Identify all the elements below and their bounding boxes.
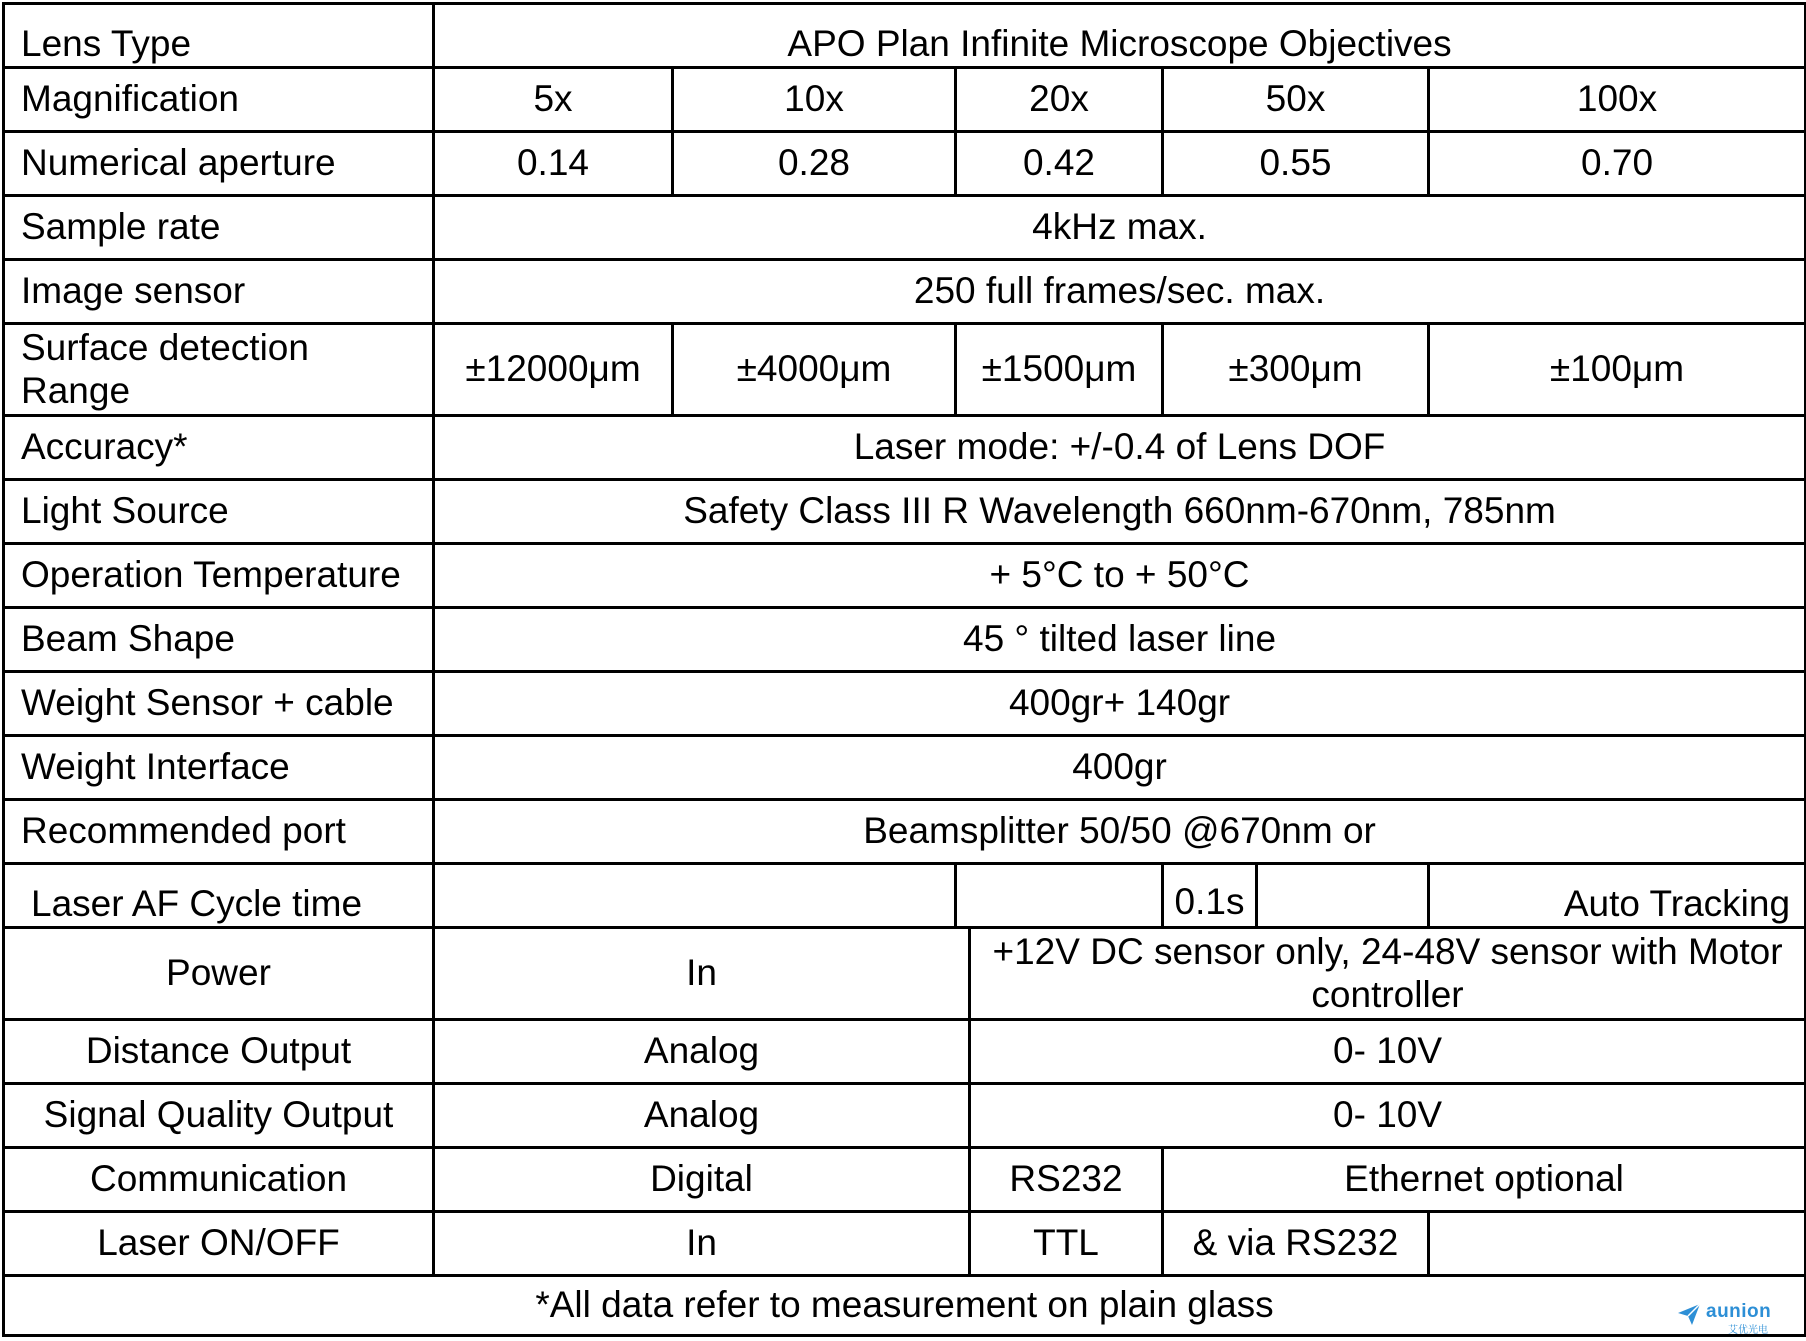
power-label: Power	[4, 928, 434, 1020]
laser-on-off-interface: TTL	[970, 1212, 1163, 1276]
beam-shape-value: 45 ° tilted laser line	[434, 608, 1806, 672]
row-distance-output	[4, 1020, 1806, 1084]
laser-on-off-empty	[1429, 1212, 1806, 1276]
spec-table	[2, 2, 1806, 1337]
laser-on-off-option: & via RS232	[1163, 1212, 1429, 1276]
operation-temperature-value: + 5°C to + 50°C	[434, 544, 1806, 608]
laser-af-mode: Auto Tracking	[1429, 864, 1806, 928]
row-numerical-aperture	[4, 132, 1806, 196]
na-50x: 0.55	[1163, 132, 1429, 196]
weight-interface-value: 400gr	[434, 736, 1806, 800]
light-source-value: Safety Class III R Wavelength 660nm-670nm, 785nm	[434, 480, 1806, 544]
sample-rate-label: Sample rate	[4, 196, 434, 260]
footnote: *All data refer to measurement on plain glass	[4, 1276, 1806, 1336]
surface-detection-label: Surface detection Range	[4, 324, 434, 416]
row-communication	[4, 1148, 1806, 1212]
communication-type: Digital	[434, 1148, 970, 1212]
row-weight-sensor	[4, 672, 1806, 736]
row-signal-quality-output	[4, 1084, 1806, 1148]
row-surface-detection	[4, 324, 1806, 416]
distance-output-value: 0- 10V	[970, 1020, 1806, 1084]
beam-shape-label: Beam Shape	[4, 608, 434, 672]
weight-sensor-label: Weight Sensor + cable	[4, 672, 434, 736]
logo-brand-text: aunion	[1706, 1301, 1772, 1322]
communication-option: Ethernet optional	[1163, 1148, 1806, 1212]
magnification-20x: 20x	[956, 68, 1163, 132]
signal-quality-output-label: Signal Quality Output	[4, 1084, 434, 1148]
signal-quality-output-value: 0- 10V	[970, 1084, 1806, 1148]
na-100x: 0.70	[1429, 132, 1806, 196]
na-5x: 0.14	[434, 132, 673, 196]
row-sample-rate	[4, 196, 1806, 260]
magnification-100x: 100x	[1429, 68, 1806, 132]
distance-output-type: Analog	[434, 1020, 970, 1084]
laser-on-off-type: In	[434, 1212, 970, 1276]
distance-output-label: Distance Output	[4, 1020, 434, 1084]
signal-quality-output-type: Analog	[434, 1084, 970, 1148]
power-type: In	[434, 928, 970, 1020]
numerical-aperture-label: Numerical aperture	[4, 132, 434, 196]
magnification-5x: 5x	[434, 68, 673, 132]
communication-interface: RS232	[970, 1148, 1163, 1212]
lens-type-label: Lens Type	[4, 4, 434, 68]
row-power	[4, 928, 1806, 1020]
row-light-source	[4, 480, 1806, 544]
lens-type-value: APO Plan Infinite Microscope Objectives	[434, 4, 1806, 68]
laser-af-empty-1	[434, 864, 956, 928]
row-laser-on-off	[4, 1212, 1806, 1276]
range-20x: ±1500μm	[956, 324, 1163, 416]
image-sensor-value: 250 full frames/sec. max.	[434, 260, 1806, 324]
row-operation-temperature	[4, 544, 1806, 608]
weight-sensor-value: 400gr+ 140gr	[434, 672, 1806, 736]
paper-plane-icon	[1676, 1301, 1702, 1327]
laser-af-cycle-label: Laser AF Cycle time	[4, 864, 434, 928]
laser-af-empty-2	[956, 864, 1163, 928]
sample-rate-value: 4kHz max.	[434, 196, 1806, 260]
row-footnote	[4, 1276, 1806, 1336]
range-100x: ±100μm	[1429, 324, 1806, 416]
communication-label: Communication	[4, 1148, 434, 1212]
recommended-port-value: Beamsplitter 50/50 @670nm or	[434, 800, 1806, 864]
light-source-label: Light Source	[4, 480, 434, 544]
accuracy-value: Laser mode: +/-0.4 of Lens DOF	[434, 416, 1806, 480]
power-value: +12V DC sensor only, 24-48V sensor with Motor controller	[970, 928, 1806, 1020]
row-accuracy	[4, 416, 1806, 480]
laser-on-off-label: Laser ON/OFF	[4, 1212, 434, 1276]
logo-sub-text: 艾优光电	[1728, 1325, 1768, 1336]
range-5x: ±12000μm	[434, 324, 673, 416]
row-magnification	[4, 68, 1806, 132]
row-lens-type	[4, 4, 1806, 68]
magnification-10x: 10x	[673, 68, 956, 132]
row-image-sensor	[4, 260, 1806, 324]
weight-interface-label: Weight Interface	[4, 736, 434, 800]
laser-af-cycle-value: 0.1s	[1163, 864, 1257, 928]
image-sensor-label: Image sensor	[4, 260, 434, 324]
recommended-port-label: Recommended port	[4, 800, 434, 864]
row-weight-interface	[4, 736, 1806, 800]
magnification-label: Magnification	[4, 68, 434, 132]
range-50x: ±300μm	[1163, 324, 1429, 416]
accuracy-label: Accuracy*	[4, 416, 434, 480]
row-recommended-port	[4, 800, 1806, 864]
laser-af-empty-3	[1257, 864, 1429, 928]
na-20x: 0.42	[956, 132, 1163, 196]
range-10x: ±4000μm	[673, 324, 956, 416]
row-laser-af-cycle	[4, 864, 1806, 928]
na-10x: 0.28	[673, 132, 956, 196]
operation-temperature-label: Operation Temperature	[4, 544, 434, 608]
aunion-logo	[1676, 1299, 1796, 1336]
row-beam-shape	[4, 608, 1806, 672]
magnification-50x: 50x	[1163, 68, 1429, 132]
